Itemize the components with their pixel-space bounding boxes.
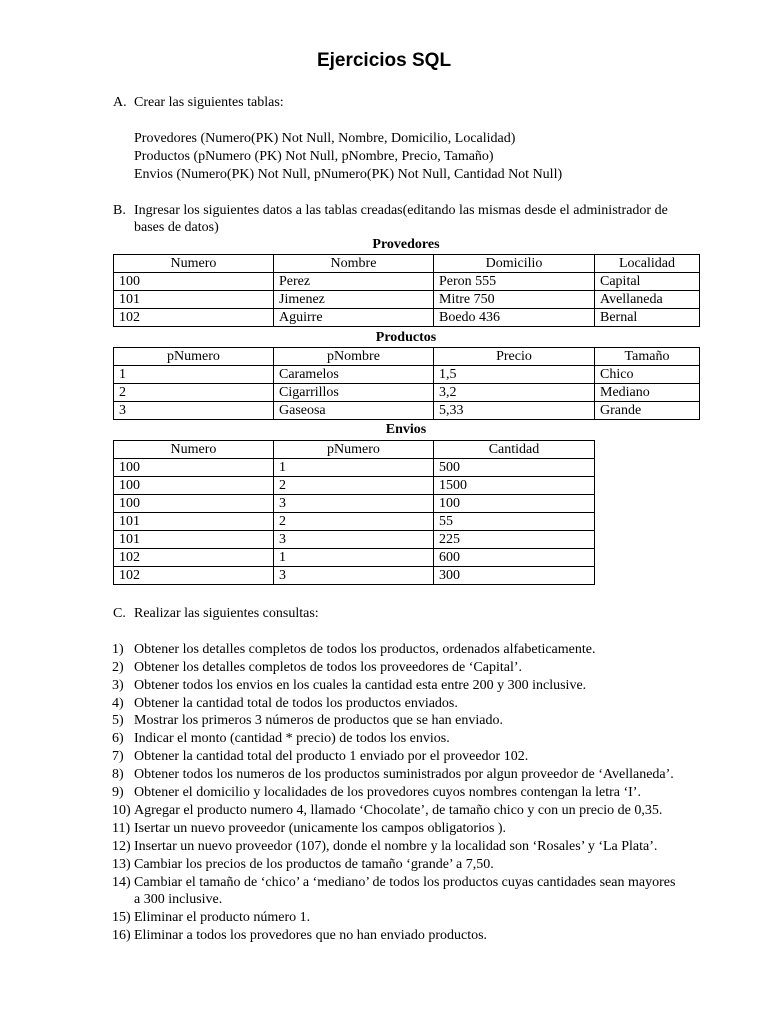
table-provedores [113,254,700,327]
query-text: Indicar el monto (cantidad * precio) de todos los envios. [134,731,450,746]
table-productos [113,347,700,420]
query-text: Cambiar los precios de los productos de tamaño ‘grande’ a 7,50. [134,857,494,872]
table-cell: Mediano [595,384,700,402]
table-row [114,513,595,531]
section-a-heading: Crear las siguientes tablas: [134,95,284,110]
table-cell: 1500 [434,477,595,495]
query-text: Mostrar los primeros 3 números de productos que se han enviado. [134,713,503,728]
table-cell: Perez [274,273,434,291]
table-cell: 1 [274,459,434,477]
table-cell: Cigarrillos [274,384,434,402]
column-header: Domicilio [434,255,595,273]
column-header: pNumero [274,441,434,459]
table-cell: 1 [114,366,274,384]
section-b-line-1: Ingresar los siguientes datos a las tablas creadas(editando las mismas desde el administrador de [134,203,668,218]
schema-line-provedores: Provedores (Numero(PK) Not Null, Nombre, Domicilio, Localidad) [134,131,516,146]
table-row [114,459,595,477]
column-header: Numero [114,441,274,459]
table-cell: 100 [114,477,274,495]
table-cell: Chico [595,366,700,384]
table-row [114,477,595,495]
table-cell: 3,2 [434,384,595,402]
query-number: 6) [112,731,124,746]
query-text: Obtener los detalles completos de todos los proveedores de ‘Capital’. [134,660,523,675]
table-header-row [114,255,700,273]
schema-line-envios: Envios (Numero(PK) Not Null, pNumero(PK) Not Null, Cantidad Not Null) [134,167,563,182]
query-number: 16) [112,928,131,943]
table-row [114,273,700,291]
table-title-productos: Productos [375,330,437,345]
query-text: Agregar el producto numero 4, llamado ‘Chocolate’, de tamaño chico y con un precio de 0,35. [134,803,663,818]
query-number: 10) [112,803,131,818]
page-title: Ejercicios SQL [316,50,452,71]
table-cell: 2 [114,384,274,402]
table-cell: 1,5 [434,366,595,384]
query-number: 1) [112,642,124,657]
table-cell: 5,33 [434,402,595,420]
table-cell: 101 [114,291,274,309]
table-cell: 1 [274,549,434,567]
table-cell: 3 [114,402,274,420]
table-cell: 600 [434,549,595,567]
table-cell: 102 [114,567,274,585]
query-number: 7) [112,749,124,764]
query-number: 15) [112,910,131,925]
table-cell: 101 [114,531,274,549]
column-header: Nombre [274,255,434,273]
table-header-row [114,348,700,366]
table-cell: Jimenez [274,291,434,309]
table-cell: 3 [274,495,434,513]
query-number: 3) [112,678,124,693]
table-cell: Bernal [595,309,700,327]
table-cell: 3 [274,567,434,585]
table-row [114,291,700,309]
query-number: 13) [112,857,131,872]
table-cell: 2 [274,513,434,531]
section-c-marker: C. [113,606,126,621]
table-row [114,531,595,549]
column-header: pNombre [274,348,434,366]
query-number: 8) [112,767,124,782]
query-text: Insertar un nuevo proveedor (107), donde el nombre y la localidad son ‘Rosales’ y ‘La Plata’. [134,839,658,854]
table-cell: Capital [595,273,700,291]
query-text: Obtener la cantidad total del producto 1 enviado por el proveedor 102. [134,749,529,764]
table-cell: Grande [595,402,700,420]
table-cell: 3 [274,531,434,549]
section-b-line-2: bases de datos) [134,220,219,235]
query-number: 14) [112,875,131,890]
table-cell: 100 [114,459,274,477]
table-header-row [114,441,595,459]
query-text-continued: a 300 inclusive. [134,892,223,907]
column-header: pNumero [114,348,274,366]
table-cell: Mitre 750 [434,291,595,309]
query-text: Obtener los detalles completos de todos los productos, ordenados alfabeticamente. [134,642,596,657]
schema-line-productos: Productos (pNumero (PK) Not Null, pNombre, Precio, Tamaño) [134,149,494,164]
query-number: 12) [112,839,131,854]
query-text: Cambiar el tamaño de ‘chico’ a ‘mediano’ de todos los productos cuyas cantidades sean mayores [134,875,676,890]
table-cell: 55 [434,513,595,531]
table-cell: Avellaneda [595,291,700,309]
query-text: Isertar un nuevo proveedor (unicamente los campos obligatorios ). [134,821,507,836]
query-number: 9) [112,785,124,800]
table-row [114,495,595,513]
query-text: Obtener el domicilio y localidades de los provedores cuyos nombres contengan la letra ‘I’. [134,785,641,800]
table-cell: 100 [434,495,595,513]
table-cell: 2 [274,477,434,495]
table-title-provedores: Provedores [372,237,440,252]
query-number: 11) [112,821,131,836]
column-header: Precio [434,348,595,366]
query-text: Obtener todos los numeros de los productos suministrados por algun proveedor de ‘Avellaneda’. [134,767,674,782]
column-header: Cantidad [434,441,595,459]
column-header: Localidad [595,255,700,273]
table-row [114,309,700,327]
table-cell: 101 [114,513,274,531]
table-cell: Peron 555 [434,273,595,291]
table-row [114,384,700,402]
section-a-marker: A. [113,95,127,110]
table-cell: 102 [114,549,274,567]
query-text: Eliminar el producto número 1. [134,910,311,925]
column-header: Numero [114,255,274,273]
table-cell: Aguirre [274,309,434,327]
table-row [114,567,595,585]
query-number: 4) [112,696,124,711]
table-cell: 102 [114,309,274,327]
table-cell: 225 [434,531,595,549]
column-header: Tamaño [595,348,700,366]
table-row [114,402,700,420]
table-cell: Gaseosa [274,402,434,420]
table-title-envios: Envios [385,422,427,437]
section-c-heading: Realizar las siguientes consultas: [134,606,319,621]
section-b-marker: B. [113,203,126,218]
table-row [114,549,595,567]
query-text: Obtener la cantidad total de todos los productos enviados. [134,696,458,711]
table-cell: Caramelos [274,366,434,384]
table-row [114,366,700,384]
table-cell: 300 [434,567,595,585]
table-cell: 100 [114,273,274,291]
query-text: Eliminar a todos los provedores que no han enviado productos. [134,928,488,943]
table-cell: 100 [114,495,274,513]
table-envios [113,440,595,585]
query-number: 5) [112,713,124,728]
query-number: 2) [112,660,124,675]
query-text: Obtener todos los envios en los cuales la cantidad esta entre 200 y 300 inclusive. [134,678,587,693]
table-cell: 500 [434,459,595,477]
table-cell: Boedo 436 [434,309,595,327]
